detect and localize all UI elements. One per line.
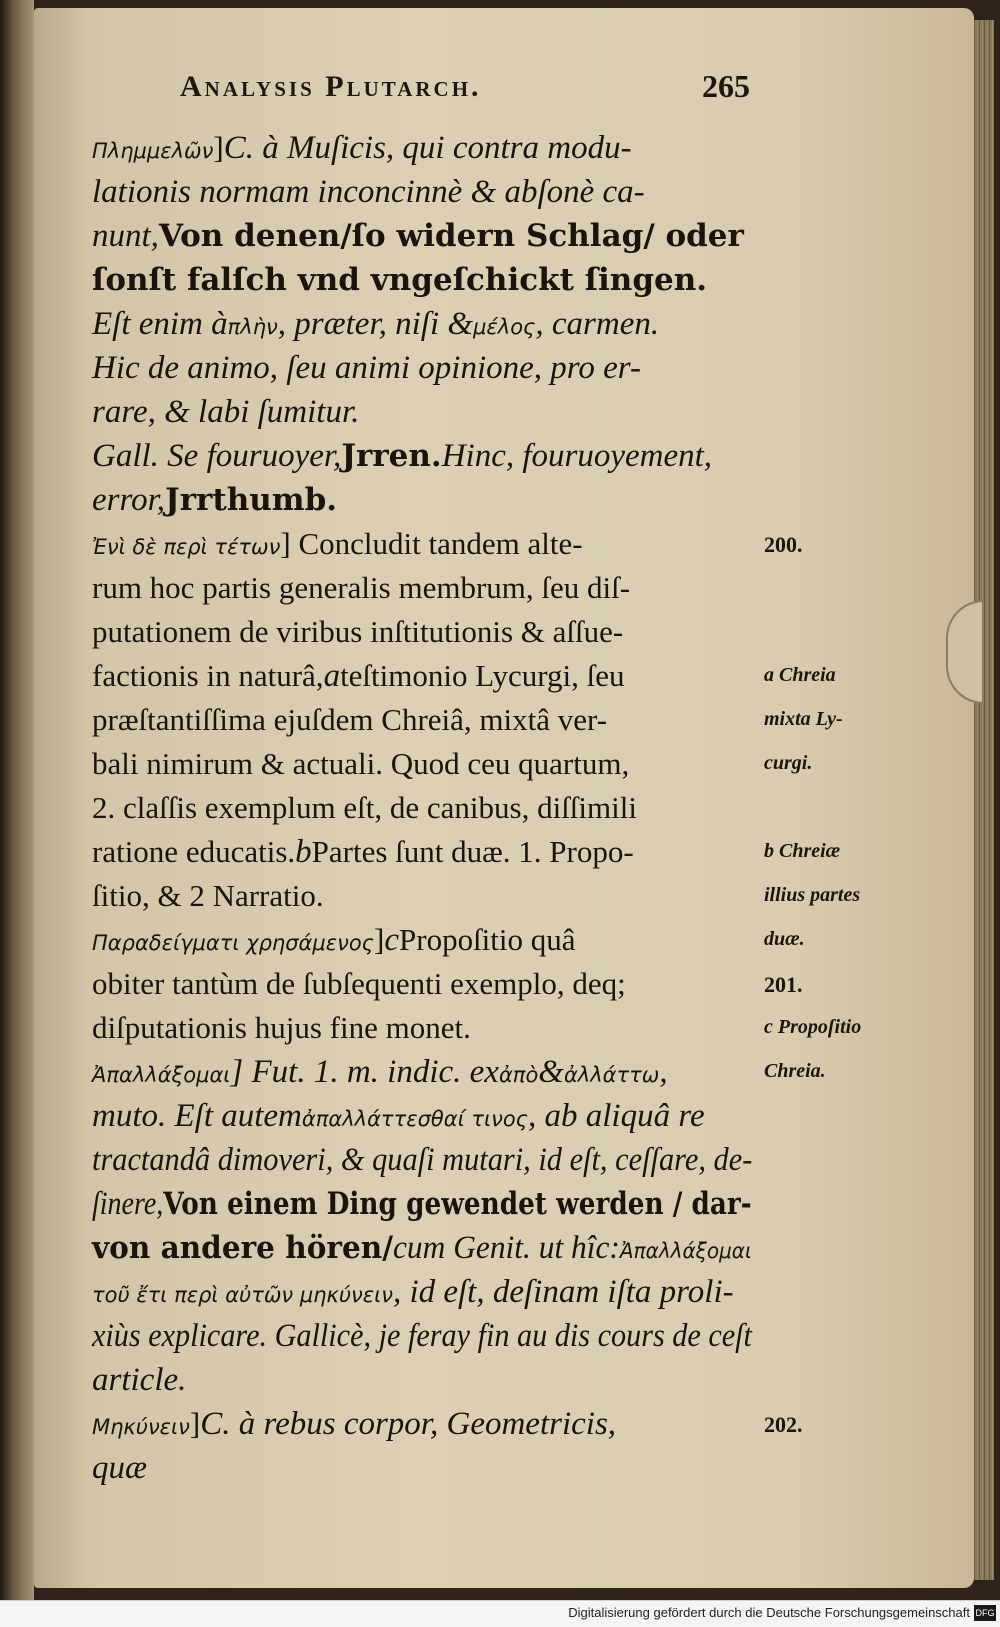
margin-note: b Chreiæ — [764, 840, 841, 862]
text-segment: Παραδείγματι χρησάμενος — [92, 931, 375, 955]
text-line — [92, 1182, 752, 1226]
dfg-logo: DFG — [974, 1605, 996, 1621]
text-line — [92, 1270, 752, 1314]
text-segment: bali nimirum & actuali. Quod ceu quartum, — [92, 746, 630, 781]
text-segment: ἀλλάττω — [563, 1063, 660, 1087]
text-segment: factionis in naturâ, — [92, 658, 324, 693]
text-segment: article. — [92, 1362, 187, 1398]
text-segment: C. à Muſicis, qui contra modu- — [223, 130, 632, 166]
text-line — [92, 962, 752, 1006]
text-segment: diſputationis hujus fine monet. — [92, 1010, 471, 1045]
digitization-footer — [0, 1600, 1000, 1627]
text-segment: Von einem Ding gewendet werden / dar- — [163, 1186, 752, 1222]
text-segment: , ab aliquâ re — [528, 1098, 705, 1134]
text-segment: von andere hören/ — [92, 1230, 393, 1266]
text-segment: a — [323, 658, 341, 694]
text-segment: c — [384, 922, 399, 958]
text-line — [92, 610, 752, 654]
page-header — [180, 70, 750, 120]
text-segment: , — [659, 1054, 668, 1090]
text-segment: Ἀπαλλάξομαι — [92, 1063, 231, 1087]
text-line — [92, 786, 752, 830]
text-segment: obiter tantùm de ſubſequenti exemplo, deq; — [92, 966, 626, 1001]
text-segment: 2. claſſis exemplum eſt, de canibus, diſſimili — [92, 790, 637, 825]
text-segment: Πλημμελῶν — [92, 139, 214, 163]
text-segment: Gall. Se fouruoyer, — [92, 438, 342, 474]
text-segment: ἀπὸ — [498, 1063, 539, 1087]
text-segment: error, — [92, 482, 166, 518]
text-segment: ] Concludit tandem alte- — [280, 526, 583, 561]
text-line — [92, 522, 752, 566]
text-line — [92, 346, 752, 390]
margin-note: a Chreia — [764, 664, 836, 686]
text-line — [92, 698, 752, 742]
text-line — [92, 918, 752, 962]
text-segment: præſtantiſſima ejuſdem Chreiâ, mixtâ ver- — [92, 702, 608, 737]
text-line — [92, 1314, 752, 1358]
text-segment: quæ — [92, 1450, 148, 1486]
text-segment: ſinere, — [92, 1186, 164, 1222]
text-segment: ] — [213, 130, 224, 165]
page-number: 265 — [702, 68, 750, 104]
book-page — [34, 8, 974, 1588]
text-segment: Hinc, fouruoyement, — [441, 438, 713, 474]
text-segment: , id eſt, deſinam iſta proli- — [392, 1274, 734, 1310]
text-segment: rare, & labi ſumitur. — [92, 394, 360, 430]
text-segment: tractandâ dimoveri, & quaſi mutari, id eſt, ceſſare, de- — [92, 1142, 753, 1178]
margin-note: duæ. — [764, 928, 805, 950]
text-segment: πλὴν — [227, 315, 278, 339]
text-line — [92, 390, 752, 434]
text-line — [92, 258, 752, 302]
text-line — [92, 1006, 752, 1050]
running-head: Analysis Plutarch. — [180, 70, 482, 103]
text-line — [92, 742, 752, 786]
margin-note: c Propoſitio — [764, 1016, 862, 1038]
text-segment: , præter, niſi & — [277, 306, 474, 342]
text-segment: μέλος — [473, 315, 536, 339]
text-line — [92, 214, 752, 258]
text-segment: b — [295, 834, 312, 870]
text-segment: ἀπαλλάττεσθαί τινος — [301, 1107, 529, 1131]
text-segment: xiùs explicare. Gallicè, je feray fin au dis cours de ceſt — [92, 1318, 752, 1354]
text-segment: ] — [189, 1406, 201, 1441]
margin-note: illius partes — [764, 884, 861, 906]
text-segment: Eſt enim à — [92, 306, 228, 342]
text-line — [92, 478, 752, 522]
text-segment: Von denen/ſo widern Schlag/ oder — [158, 218, 744, 254]
text-line — [92, 1358, 752, 1402]
text-segment: Hic de animo, ſeu animi opinione, pro er- — [92, 350, 641, 386]
text-segment: Μηκύνειν — [92, 1415, 190, 1439]
text-segment: nunt, — [92, 218, 159, 254]
text-segment: rum hoc partis generalis membrum, ſeu diſ- — [92, 570, 631, 605]
text-segment: cum Genit. ut hîc: — [392, 1230, 620, 1266]
text-line — [92, 126, 752, 170]
text-line — [92, 170, 752, 214]
text-line — [92, 830, 752, 874]
text-line — [92, 1094, 752, 1138]
text-line — [92, 434, 752, 478]
text-line — [92, 874, 752, 918]
text-segment: , carmen. — [535, 306, 660, 342]
text-line — [92, 1226, 752, 1270]
text-line — [92, 1446, 752, 1490]
text-segment: ratione educatis. — [92, 834, 296, 869]
text-segment: Jrrthumb. — [165, 482, 338, 518]
margin-note: Chreia. — [764, 1060, 826, 1082]
text-line — [92, 1402, 752, 1446]
text-segment: Ἐνὶ δὲ περὶ τέτων — [92, 535, 281, 559]
text-segment: muto. Eſt autem — [92, 1098, 302, 1134]
margin-note: curgi. — [764, 752, 813, 774]
text-segment: τοῦ ἔτι περὶ αὐτῶν μηκύνειν — [92, 1283, 393, 1307]
text-segment: Jrren. — [341, 438, 442, 474]
text-segment: ſonſt falſch vnd vngeſchickt ſingen. — [92, 262, 708, 298]
text-segment: Propoſitio quâ — [399, 922, 576, 957]
text-segment: Ἀπαλλάξομαι — [619, 1239, 752, 1263]
text-segment: ſitio, & 2 Narratio. — [92, 878, 324, 913]
text-segment: Partes ſunt duæ. 1. Propo- — [311, 834, 634, 869]
text-segment: ] — [374, 922, 385, 957]
text-line — [92, 1050, 752, 1094]
text-segment: & — [538, 1054, 564, 1090]
text-line — [92, 302, 752, 346]
text-segment: ] Fut. 1. m. indic. ex — [230, 1054, 499, 1090]
footer-credit: Digitalisierung gefördert durch die Deutsche Forschungsgemeinschaft — [568, 1605, 970, 1620]
text-line — [92, 566, 752, 610]
margin-note: mixta Ly- — [764, 708, 843, 730]
text-segment: C. à rebus corpor, Geometricis, — [200, 1406, 617, 1442]
text-segment: teſtimonio Lycurgi, ſeu — [340, 658, 625, 693]
text-segment: lationis normam inconcinnè & abſonè ca- — [92, 174, 645, 210]
margin-number: 200. — [764, 532, 803, 557]
text-segment: putationem de viribus inſtitutionis & aſſue- — [92, 614, 624, 649]
margin-number: 202. — [764, 1412, 803, 1437]
page-body-text — [92, 126, 752, 1490]
text-line — [92, 654, 752, 698]
facing-page-edge — [0, 0, 34, 1600]
margin-number: 201. — [764, 972, 803, 997]
text-line — [92, 1138, 753, 1182]
